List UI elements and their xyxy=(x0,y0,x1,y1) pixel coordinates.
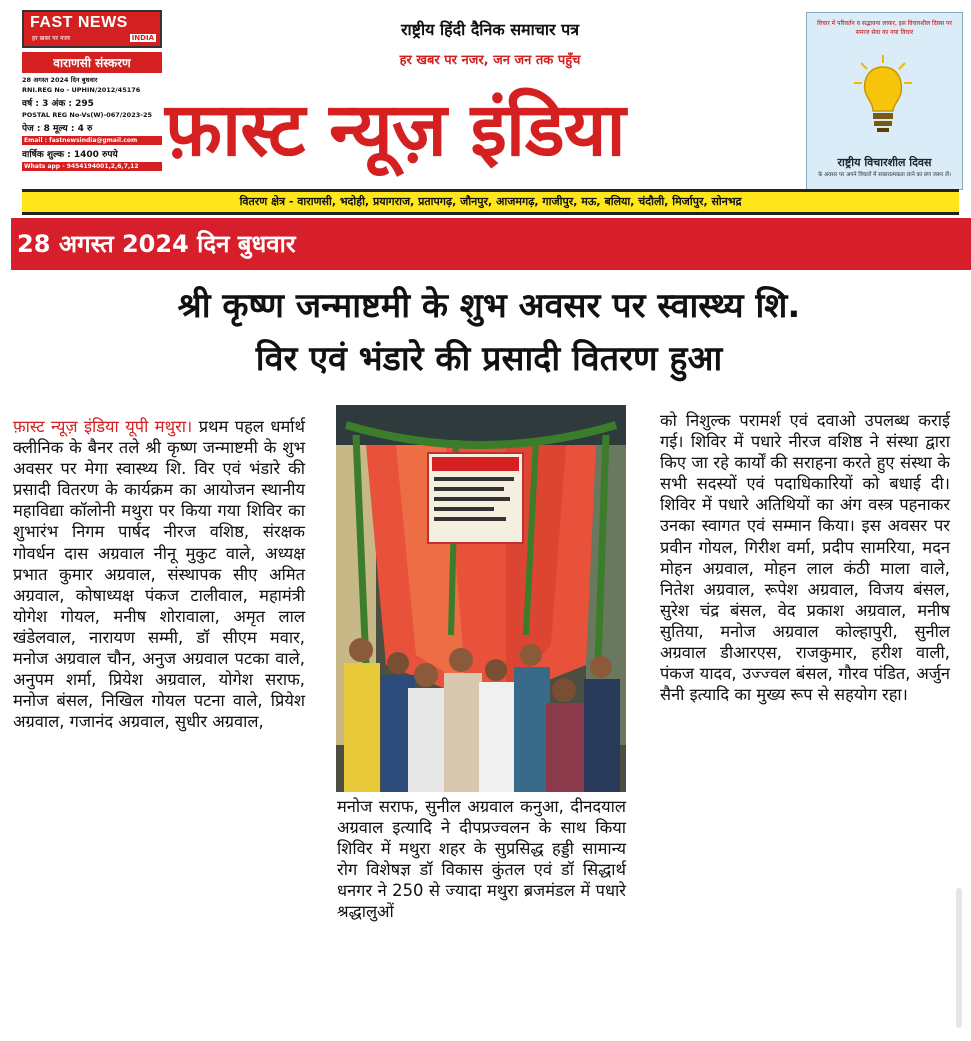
newspaper-logo-block xyxy=(22,10,162,190)
meta-pages-price: पेज : 8 मूल्य : 4 रु xyxy=(22,124,93,134)
lightbulb-head-icon xyxy=(853,53,913,143)
ad-quote: विचार में परिवर्तन व सद्भावना लाकर, इस विचारशील दिवस पर समाज सेवा का नया विचार xyxy=(817,20,952,36)
meta-year-issue: वर्ष : 3 अंक : 295 xyxy=(22,99,94,109)
edition-label: वाराणसी संस्करण xyxy=(22,52,162,73)
article-column-1-text: प्रथम पहल धर्मार्थ क्लीनिक के बैनर तले श्री कृष्ण जन्माष्टमी के शुभ अवसर पर मेगा स्वास्थ्य शि. विर एवं भंडारे की प्रसादी वितरण के कार्यक्रम का आयोजन स्थानीय महाविद्या कॉलोनी मथुरा पर किया गया शिविर का शुभारंभ निगम पार्षद नीरज वशिष्ठ, संरक्षक गोवर्धन दास अग्रवाल नीनू मुकुट वाले, अध्यक्ष प्रभात कुमार अग्रवाल, संस्थापक सीए अमित अग्रवाल, कोषाध्यक्ष पंकज टालीवाल, महामंत्री योगेश गोयल, मनीष शोरावाला, अमृत लाल खंडेलवाल, नारायण सम्मी, डॉ सीएम मवार, मनोज अग्रवाल चौन, अनुज अग्रवाल पटका वाले, अनुपम शर्मा, प्रियेश अग्रवाल, योगेश सराफ, मनोज बंसल, निखिल गोयल पटना वाले, प्रियेश अग्रवाल, गजानंद अग्रवाल, सुधीर अग्रवाल, xyxy=(13,417,305,732)
newspaper-tagline: हर खबर पर नजर, जन जन तक पहुँच xyxy=(399,53,581,68)
date-banner xyxy=(11,218,971,270)
article-headline xyxy=(24,280,954,386)
headline-line-1: श्री कृष्ण जन्माष्टमी के शुभ अवसर पर स्वास्थ्य शि. xyxy=(177,286,801,326)
meta-rni: RNI.REG No - UPHIN/2012/45176 xyxy=(22,86,141,94)
issue-date: 28 अगस्त 2024 दिन बुधवार xyxy=(17,230,296,258)
meta-annual-fee: वार्षिक शुल्क : 1400 रुपये xyxy=(22,150,118,160)
distribution-strip: वितरण क्षेत्र - वाराणसी, भदोही, प्रयागराज, प्रतापगढ़, जौनपुर, आजमगढ़, गाजीपुर, मऊ, बलिया, चंदौली, मिर्जापुर, सोनभद्र xyxy=(22,189,959,215)
logo-india: INDIA xyxy=(131,34,154,42)
ad-subtext: के अवसर पर अपने विचारों में सकारात्मकता लाने का प्रण जरूर लें। xyxy=(818,172,951,178)
logo-tagline: हर खबर पर नजर xyxy=(32,35,71,42)
meta-postal: POSTAL REG No-Vs(W)-067/2023-25 xyxy=(22,111,152,119)
article-column-3: को निशुल्क परामर्श एवं दवाओ उपलब्ध कराई गई। शिविर में पधारे नीरज वशिष्ठ ने संस्था द्वारा किए जा रहे कार्यों की सराहना करते हुए संस्था के सभी सदस्यों एवं पदाधिकारियों को बधाई दी। शिविर में पधारे अतिथियों का अंग वस्त्र पहनाकर उनका स्वागत एवं सम्मान किया। इस अवसर पर प्रवीन गोयल, गिरीश वर्मा, प्रदीप सामरिया, मदन मोहन अग्रवाल, मोहन लाल कंठी माला वाले, नितेश अग्रवाल, रूपेश अग्रवाल, विजय बंसल, सुरेश चंद्र बंसल, वेद प्रकाश अग्रवाल, मनीष सुतिया, मनोज अग्रवाल कोल्हापुरी, सुनील अग्रवाल डीआरएस, राजकुमार, हरीश वाली, पंकज यादव, उज्ज्वल बंसल, गौरव पंडित, अर्जुन सैनी इत्यादि का मुख्य रूप से सहयोग रहा। xyxy=(660,411,950,705)
ad-title: राष्ट्रीय विचारशील दिवस xyxy=(837,156,932,169)
logo-brand: FAST NEWS xyxy=(30,14,128,31)
newspaper-subtitle: राष्ट्रीय हिंदी दैनिक समाचार पत्र xyxy=(400,20,580,39)
event-photo-illustration xyxy=(336,405,626,792)
event-photo xyxy=(336,405,626,792)
page-scroll-indicator xyxy=(956,888,962,1028)
headline-line-2: विर एवं भंडारे की प्रसादी वितरण हुआ xyxy=(255,339,723,379)
meta-whatsapp: Whats app - 9454194001,2,6,7,12 xyxy=(22,162,162,171)
advertisement-box xyxy=(806,12,963,190)
meta-email: Email : fastnewsindia@gmail.com xyxy=(22,136,162,145)
article-column-1 xyxy=(13,416,305,732)
meta-date: 28 अगस्त 2024 दिन बुधवार xyxy=(22,76,98,84)
article-column-2: मनोज सराफ, सुनील अग्रवाल कनुआ, दीनदयाल अग्रवाल इत्यादि ने दीपप्रज्वलन के साथ किया शिविर में मथुरा शहर के सुप्रसिद्ध हड्डी सामान्य रोग विशेषज्ञ डॉ विकास कुंतल एवं डॉ सिद्धार्थ धनगर ने 250 से ज्यादा मथुरा ब्रजमंडल में पधारे श्रद्धालुओं xyxy=(337,797,626,922)
newspaper-title: फ़ास्ट न्यूज़ इंडिया xyxy=(165,87,625,173)
fast-news-logo xyxy=(22,10,162,48)
masthead-center xyxy=(300,18,680,68)
article-byline: फ़ास्ट न्यूज़ इंडिया यूपी मथुरा। xyxy=(13,417,193,436)
